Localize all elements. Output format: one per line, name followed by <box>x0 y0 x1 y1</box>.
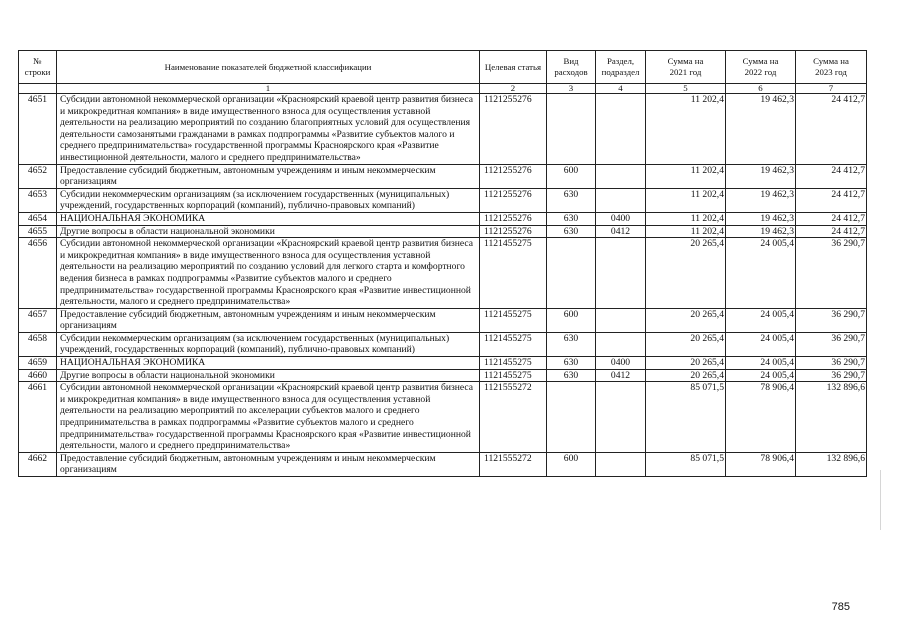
header-section: Раздел, подраздел <box>596 51 646 84</box>
row-number: 4651 <box>19 94 57 165</box>
row-target-code: 1121255276 <box>480 94 547 165</box>
table-row <box>19 238 867 309</box>
row-sum-2021: 85 071,5 <box>646 382 726 453</box>
row-number: 4658 <box>19 332 57 356</box>
row-sum-2023: 36 290,7 <box>796 332 867 356</box>
row-sum-2023: 132 896,6 <box>796 382 867 453</box>
scan-edge-line <box>880 470 881 530</box>
row-section-code <box>596 238 646 309</box>
table-row <box>19 308 867 332</box>
row-expense-kind: 630 <box>547 188 596 212</box>
row-target-code: 1121455275 <box>480 369 547 382</box>
row-sum-2021: 11 202,4 <box>646 212 726 225</box>
row-target-code: 1121555272 <box>480 382 547 453</box>
row-number: 4656 <box>19 238 57 309</box>
table-row <box>19 225 867 238</box>
row-sum-2023: 36 290,7 <box>796 357 867 370</box>
column-index: 1 <box>57 84 480 94</box>
row-name: Другие вопросы в области национальной экономики <box>57 225 480 238</box>
row-expense-kind: 630 <box>547 225 596 238</box>
row-sum-2022: 19 462,3 <box>726 225 796 238</box>
row-sum-2021: 20 265,4 <box>646 357 726 370</box>
row-sum-2022: 24 005,4 <box>726 308 796 332</box>
column-index: 5 <box>646 84 726 94</box>
row-name: Другие вопросы в области национальной экономики <box>57 369 480 382</box>
row-target-code: 1121455275 <box>480 357 547 370</box>
row-expense-kind: 630 <box>547 369 596 382</box>
row-name: НАЦИОНАЛЬНАЯ ЭКОНОМИКА <box>57 212 480 225</box>
row-section-code: 0400 <box>596 357 646 370</box>
row-name: НАЦИОНАЛЬНАЯ ЭКОНОМИКА <box>57 357 480 370</box>
row-target-code: 1121255276 <box>480 164 547 188</box>
row-number: 4654 <box>19 212 57 225</box>
row-target-code: 1121555272 <box>480 452 547 476</box>
row-sum-2021: 20 265,4 <box>646 369 726 382</box>
column-index <box>19 84 57 94</box>
row-sum-2023: 36 290,7 <box>796 308 867 332</box>
header-row-no: № строки <box>19 51 57 84</box>
row-sum-2021: 85 071,5 <box>646 452 726 476</box>
row-section-code <box>596 94 646 165</box>
row-target-code: 1121455275 <box>480 308 547 332</box>
table-row <box>19 332 867 356</box>
table-row <box>19 357 867 370</box>
row-section-code <box>596 382 646 453</box>
row-name: Предоставление субсидий бюджетным, автономным учреждениям и иным некоммерческим организациям <box>57 164 480 188</box>
table-row <box>19 212 867 225</box>
row-section-code <box>596 188 646 212</box>
row-target-code: 1121255276 <box>480 188 547 212</box>
row-number: 4661 <box>19 382 57 453</box>
row-sum-2023: 132 896,6 <box>796 452 867 476</box>
row-sum-2021: 20 265,4 <box>646 308 726 332</box>
row-section-code <box>596 452 646 476</box>
row-name: Субсидии некоммерческим организациям (за исключением государственных (муниципальных) учреждений, государственных корпораций (компаний), публично-правовых компаний) <box>57 188 480 212</box>
row-section-code <box>596 164 646 188</box>
row-sum-2022: 19 462,3 <box>726 212 796 225</box>
row-number: 4653 <box>19 188 57 212</box>
row-section-code: 0412 <box>596 369 646 382</box>
row-sum-2023: 36 290,7 <box>796 369 867 382</box>
row-sum-2021: 11 202,4 <box>646 188 726 212</box>
row-expense-kind: 600 <box>547 452 596 476</box>
row-sum-2023: 24 412,7 <box>796 225 867 238</box>
row-name: Субсидии автономной некоммерческой организации «Красноярский краевой центр развития бизнеса и микрокредитная компания» в виде имущественного взноса для осуществления уставной деятельности на реализацию мероприятий по созданию условий для легкого старта и комфортного ведения бизнеса в рамках подпрограммы «Развитие субъектов малого и среднего предпринимательства» государственной программы Красноярского края «Развитие инвестиционной деятельности, малого и среднего предпринимательства» <box>57 238 480 309</box>
header-row <box>19 51 867 84</box>
column-index: 7 <box>796 84 867 94</box>
row-section-code: 0400 <box>596 212 646 225</box>
row-sum-2023: 36 290,7 <box>796 238 867 309</box>
table-row <box>19 94 867 165</box>
table-row <box>19 369 867 382</box>
row-sum-2023: 24 412,7 <box>796 188 867 212</box>
row-sum-2023: 24 412,7 <box>796 212 867 225</box>
table-row <box>19 164 867 188</box>
row-sum-2022: 24 005,4 <box>726 238 796 309</box>
row-sum-2022: 19 462,3 <box>726 188 796 212</box>
header-name: Наименование показателей бюджетной классификации <box>57 51 480 84</box>
row-number: 4662 <box>19 452 57 476</box>
row-sum-2021: 11 202,4 <box>646 164 726 188</box>
row-sum-2023: 24 412,7 <box>796 94 867 165</box>
table-row <box>19 452 867 476</box>
row-expense-kind: 630 <box>547 212 596 225</box>
row-sum-2022: 24 005,4 <box>726 369 796 382</box>
header-target: Целевая статья <box>480 51 547 84</box>
column-index: 3 <box>547 84 596 94</box>
row-number: 4659 <box>19 357 57 370</box>
header-kind: Вид расходов <box>547 51 596 84</box>
row-sum-2021: 20 265,4 <box>646 332 726 356</box>
row-expense-kind: 600 <box>547 308 596 332</box>
row-expense-kind: 630 <box>547 332 596 356</box>
row-sum-2022: 78 906,4 <box>726 452 796 476</box>
header-sum-2023: Сумма на 2023 год <box>796 51 867 84</box>
row-target-code: 1121455275 <box>480 332 547 356</box>
row-sum-2022: 78 906,4 <box>726 382 796 453</box>
row-sum-2022: 19 462,3 <box>726 164 796 188</box>
row-target-code: 1121255276 <box>480 212 547 225</box>
row-number: 4652 <box>19 164 57 188</box>
row-expense-kind: 630 <box>547 357 596 370</box>
column-index-row <box>19 84 867 94</box>
row-sum-2021: 11 202,4 <box>646 94 726 165</box>
row-section-code <box>596 332 646 356</box>
page-number: 785 <box>831 601 850 613</box>
row-sum-2022: 19 462,3 <box>726 94 796 165</box>
row-expense-kind: 600 <box>547 164 596 188</box>
row-name: Предоставление субсидий бюджетным, автономным учреждениям и иным некоммерческим организациям <box>57 452 480 476</box>
row-sum-2023: 24 412,7 <box>796 164 867 188</box>
row-number: 4657 <box>19 308 57 332</box>
row-sum-2022: 24 005,4 <box>726 332 796 356</box>
row-section-code: 0412 <box>596 225 646 238</box>
column-index: 6 <box>726 84 796 94</box>
row-section-code <box>596 308 646 332</box>
row-number: 4655 <box>19 225 57 238</box>
row-name: Субсидии автономной некоммерческой организации «Красноярский краевой центр развития бизнеса и микрокредитная компания» в виде имущественного взноса для осуществления уставной деятельности на реализацию мероприятий по акселерации субъектов малого и среднего предпринимательства в рамках подпрограммы «Развитие субъектов малого и среднего предпринимательства» государственной программы Красноярского края «Развитие инвестиционной деятельности, малого и среднего предпринимательства» <box>57 382 480 453</box>
row-target-code: 1121255276 <box>480 225 547 238</box>
row-sum-2022: 24 005,4 <box>726 357 796 370</box>
column-index: 2 <box>480 84 547 94</box>
row-name: Субсидии некоммерческим организациям (за исключением государственных (муниципальных) учреждений, государственных корпораций (компаний), публично-правовых компаний) <box>57 332 480 356</box>
row-sum-2021: 20 265,4 <box>646 238 726 309</box>
row-expense-kind <box>547 382 596 453</box>
row-sum-2021: 11 202,4 <box>646 225 726 238</box>
row-expense-kind <box>547 94 596 165</box>
row-number: 4660 <box>19 369 57 382</box>
header-sum-2021: Сумма на 2021 год <box>646 51 726 84</box>
row-expense-kind <box>547 238 596 309</box>
table-row <box>19 382 867 453</box>
row-name: Предоставление субсидий бюджетным, автономным учреждениям и иным некоммерческим организациям <box>57 308 480 332</box>
budget-table <box>18 50 867 477</box>
column-index: 4 <box>596 84 646 94</box>
row-target-code: 1121455275 <box>480 238 547 309</box>
table-row <box>19 188 867 212</box>
header-sum-2022: Сумма на 2022 год <box>726 51 796 84</box>
budget-table-sheet <box>18 50 866 477</box>
row-name: Субсидии автономной некоммерческой организации «Красноярский краевой центр развития бизнеса и микрокредитная компания» в виде имущественного взноса для осуществления уставной деятельности на реализацию мероприятий по созданию благоприятных условий для осуществления деятельности самозанятыми гражданами в рамках подпрограммы «Развитие субъектов малого и среднего предпринимательства» государственной программы Красноярского края «Развитие инвестиционной деятельности, малого и среднего предпринимательства» <box>57 94 480 165</box>
